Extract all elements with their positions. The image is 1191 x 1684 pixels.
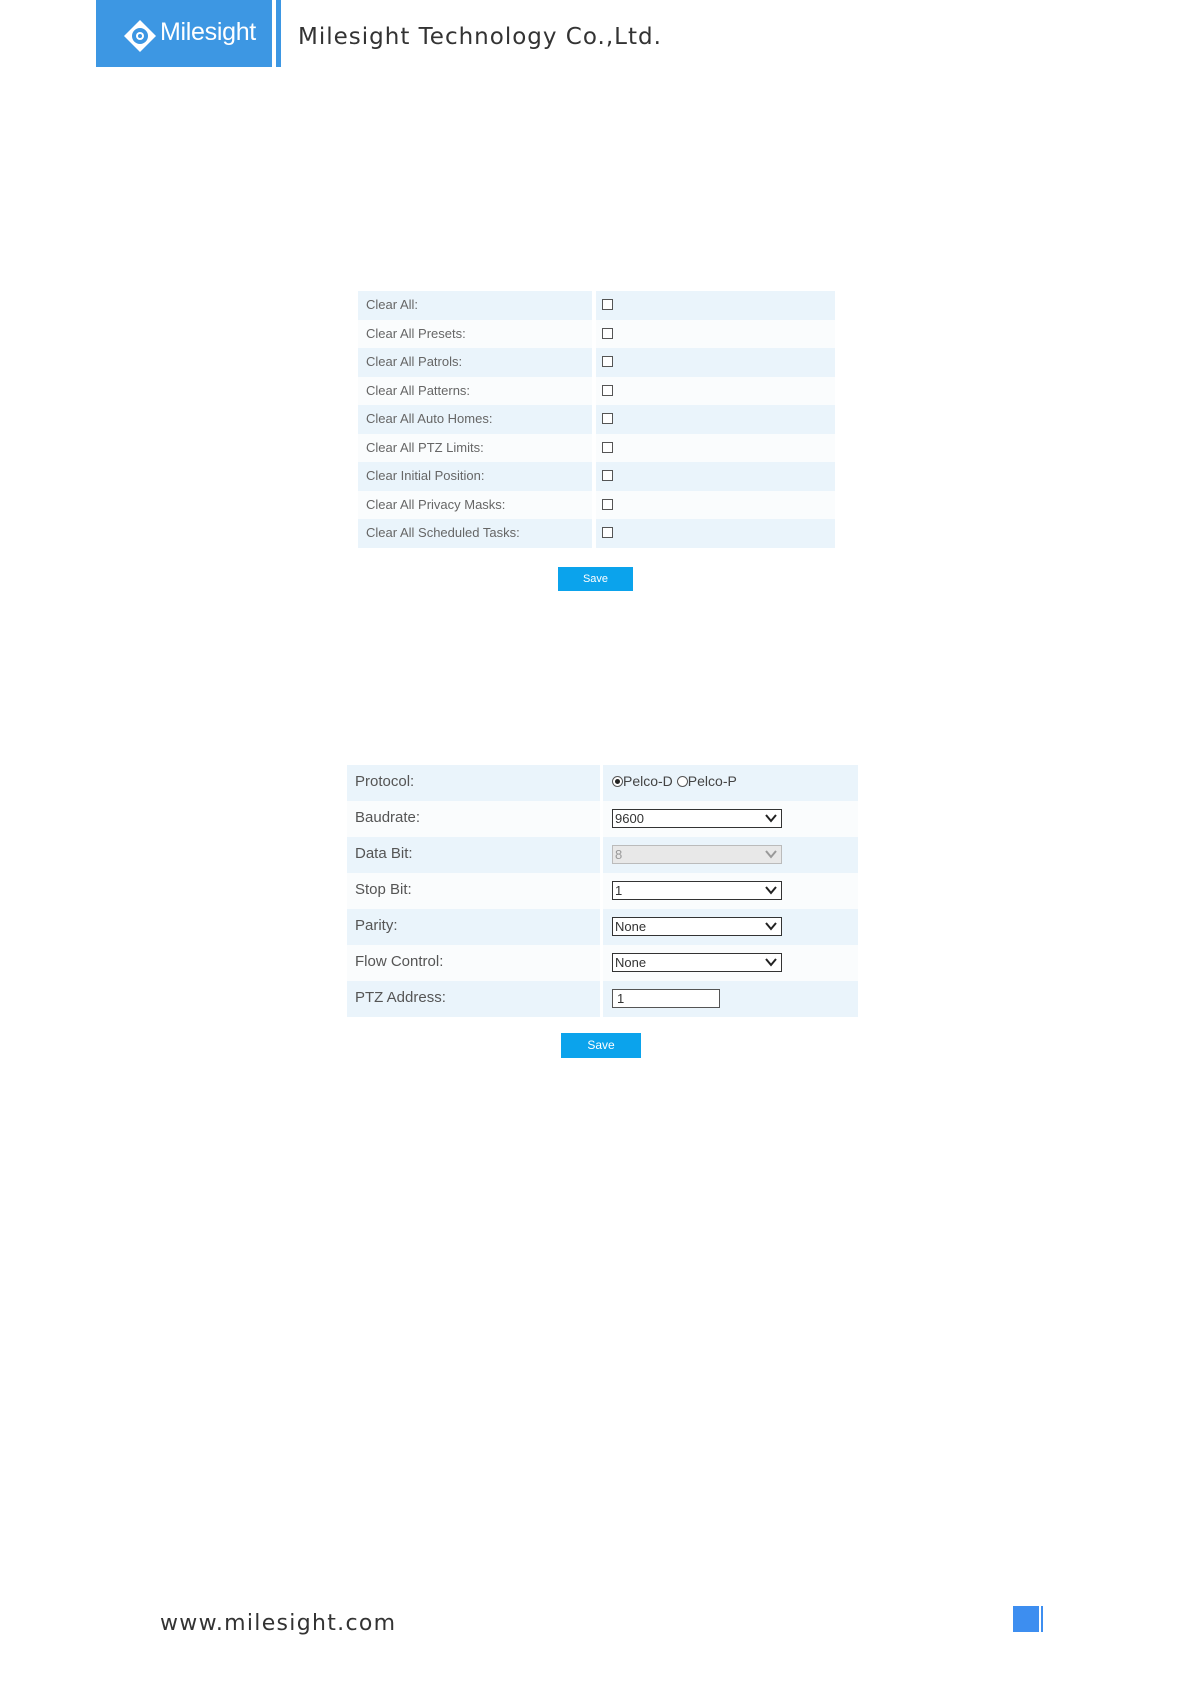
baudrate-value: 9600 (615, 811, 644, 826)
flowcontrol-label: Flow Control: (347, 945, 600, 981)
databit-row (347, 837, 858, 873)
stopbit-row (347, 873, 858, 909)
baudrate-select[interactable] (612, 809, 782, 828)
logo-text: Milesight (160, 18, 256, 46)
clear-row (358, 491, 835, 520)
website-url: www.milesight.com (160, 1611, 397, 1636)
ptzaddress-label: PTZ Address: (347, 981, 600, 1017)
baudrate-row (347, 801, 858, 837)
clear-all-privacy-masks-checkbox[interactable] (602, 499, 613, 510)
clear-all-scheduled-tasks-checkbox[interactable] (602, 527, 613, 538)
stopbit-label: Stop Bit: (347, 873, 600, 909)
stopbit-value: 1 (615, 883, 623, 898)
clear-all-ptz-limits-label: Clear All PTZ Limits: (358, 434, 592, 463)
clear-all-auto-homes-label: Clear All Auto Homes: (358, 405, 592, 434)
pelco-p-label: Pelco-P (687, 773, 737, 789)
chevron-down-icon (764, 883, 778, 897)
clear-row (358, 462, 835, 491)
pelco-d-radio[interactable] (612, 776, 623, 787)
clear-all-presets-label: Clear All Presets: (358, 320, 592, 349)
ptzaddress-input[interactable]: 1 (612, 989, 720, 1008)
rs485-save-button[interactable]: Save (561, 1033, 641, 1058)
clear-row (358, 434, 835, 463)
clear-row (358, 377, 835, 406)
clear-all-patrols-checkbox[interactable] (602, 356, 613, 367)
clear-initial-position-label: Clear Initial Position: (358, 462, 592, 491)
flowcontrol-row (347, 945, 858, 981)
clear-row (358, 291, 835, 320)
parity-label: Parity: (347, 909, 600, 945)
page-marker-line (1041, 1606, 1043, 1632)
flowcontrol-select[interactable] (612, 953, 782, 972)
flowcontrol-value: None (615, 955, 647, 970)
databit-label: Data Bit: (347, 837, 600, 873)
logo (96, 0, 272, 67)
milesight-logo-icon (122, 18, 158, 54)
clear-row (358, 348, 835, 377)
chevron-down-icon (764, 847, 778, 861)
clear-all-checkbox[interactable] (602, 299, 613, 310)
ptzaddress-row (347, 981, 858, 1017)
clear-save-button[interactable]: Save (558, 567, 633, 591)
chevron-down-icon (764, 919, 778, 933)
clear-all-patterns-checkbox[interactable] (602, 385, 613, 396)
clear-settings-panel (358, 291, 835, 548)
pelco-d-label: Pelco-D (623, 773, 673, 789)
stopbit-select[interactable] (612, 881, 782, 900)
parity-select[interactable] (612, 917, 782, 936)
clear-all-ptz-limits-checkbox[interactable] (602, 442, 613, 453)
header-divider (276, 0, 281, 67)
clear-all-scheduled-tasks-label: Clear All Scheduled Tasks: (358, 519, 592, 548)
protocol-label: Protocol: (347, 765, 600, 801)
protocol-radio-group (612, 773, 737, 789)
parity-value: None (615, 919, 647, 934)
company-name: Milesight Technology Co.,Ltd. (298, 24, 662, 50)
clear-initial-position-checkbox[interactable] (602, 470, 613, 481)
clear-row (358, 405, 835, 434)
chevron-down-icon (764, 811, 778, 825)
clear-all-presets-checkbox[interactable] (602, 328, 613, 339)
clear-row (358, 519, 835, 548)
databit-select (612, 845, 782, 864)
clear-all-label: Clear All: (358, 291, 592, 320)
clear-all-privacy-masks-label: Clear All Privacy Masks: (358, 491, 592, 520)
baudrate-label: Baudrate: (347, 801, 600, 837)
page-marker (1013, 1606, 1039, 1632)
chevron-down-icon (764, 955, 778, 969)
protocol-row (347, 765, 858, 801)
pelco-p-radio[interactable] (677, 776, 688, 787)
clear-all-auto-homes-checkbox[interactable] (602, 413, 613, 424)
databit-value: 8 (615, 847, 623, 862)
clear-row (358, 320, 835, 349)
clear-all-patrols-label: Clear All Patrols: (358, 348, 592, 377)
parity-row (347, 909, 858, 945)
clear-all-patterns-label: Clear All Patterns: (358, 377, 592, 406)
rs485-settings-panel (347, 765, 858, 1017)
